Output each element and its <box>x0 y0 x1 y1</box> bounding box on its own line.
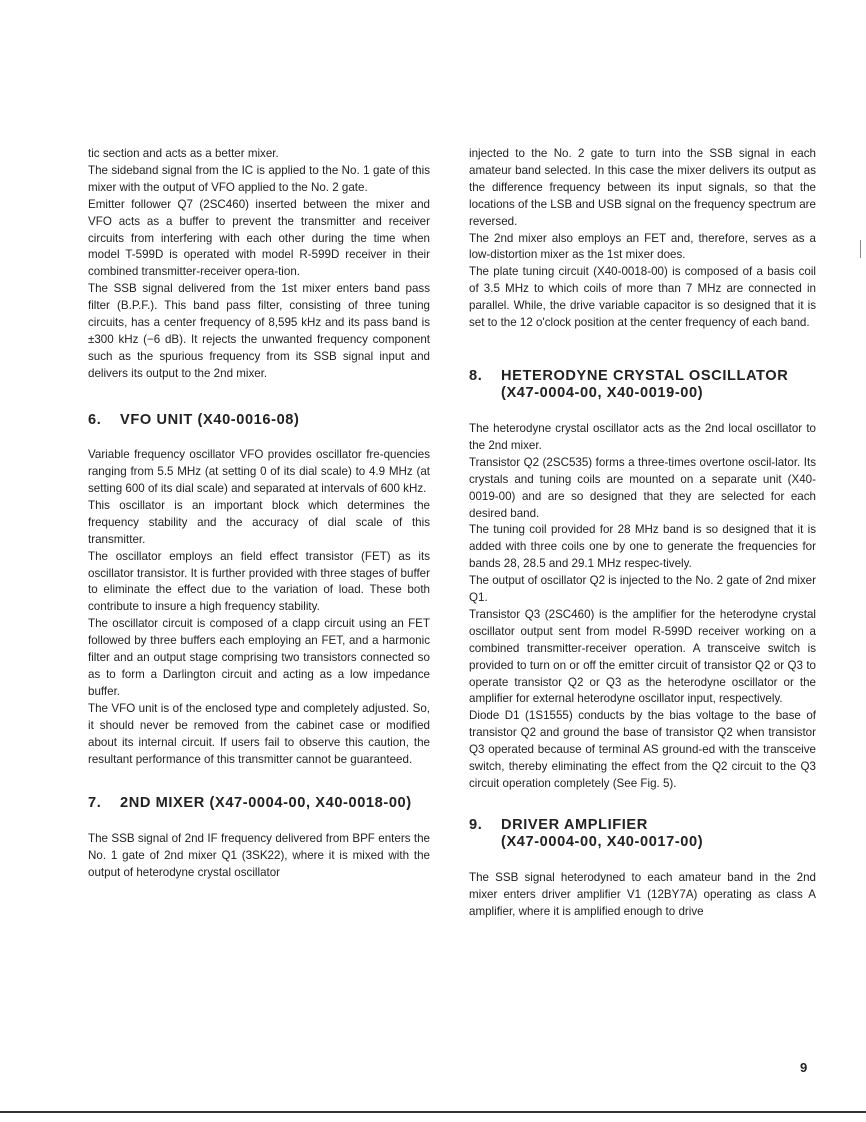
paragraph: The oscillator employs an field effect transistor (FET) as its oscillator transistor. It is further provided with three stages of buffer to eliminate the effect due to the variation of load. These both contribute to insure a high frequency stability. <box>88 549 430 614</box>
paragraph: The output of oscillator Q2 is injected to the No. 2 gate of 2nd mixer Q1. <box>469 574 816 605</box>
bottom-rule <box>0 1111 866 1113</box>
page-number: 9 <box>800 1060 808 1075</box>
paragraph: This oscillator is an important block which determines the frequency stability and the accuracy of dial scale of this transmitter. <box>88 498 430 546</box>
section-6-heading <box>88 412 430 430</box>
section-7-heading <box>88 795 430 813</box>
section-6-title: VFO UNIT (X40-0016-08) <box>120 411 300 428</box>
left-column <box>88 146 430 882</box>
section-9-title-line1: DRIVER AMPLIFIER <box>501 816 648 833</box>
section-6 <box>88 412 430 769</box>
section-9-heading <box>469 817 816 852</box>
edge-mark <box>860 240 861 258</box>
section-8-heading <box>469 368 816 403</box>
paragraph: The VFO unit is of the enclosed type and completely adjusted. So, it should never be removed from the cabinet case or modified about its internal circuit. If users fail to observe this caution, the resultant performance of this transmitter cannot be guaranteed. <box>88 701 430 766</box>
paragraph: tic section and acts as a better mixer. <box>88 147 279 160</box>
right-intro <box>469 146 816 332</box>
section-8-title-line2: (X47-0004-00, X40-0019-00) <box>501 385 704 402</box>
paragraph: Diode D1 (1S1555) conducts by the bias voltage to the base of transistor Q2 and ground the base of transistor Q2 when transistor Q3 operated because of terminal AS ground-ed with the transceive switch, thereby eliminating the effect from the Q2 circuit to the Q3 circuit operation completely (See Fig. 5). <box>469 709 816 790</box>
paragraph: Variable frequency oscillator VFO provides oscillator fre-quencies ranging from 5.5 MHz (at setting 0 of its dial scale) to 4.9 MHz (at setting 600 of its dial scale) and separated at intervals of 600 kHz. <box>88 448 430 495</box>
paragraph: Transistor Q3 (2SC460) is the amplifier for the heterodyne crystal oscillator output sent from model R-599D receiver working on a combined transmitter-receiver operation. A transceive switch is provided to turn on or off the emitter circuit of transistor Q2 or Q3 to operate transistor Q2 or Q3 as the heterodyne oscillator or the amplifier for external heterodyne oscillator input, respectively. <box>469 607 816 706</box>
paragraph: The SSB signal heterodyned to each amateur band in the 2nd mixer enters driver amplifier V1 (12BY7A) operating as class A amplifier, where it is amplified enough to drive <box>469 870 816 918</box>
paragraph: The SSB signal of 2nd IF frequency delivered from BPF enters the No. 1 gate of 2nd mixer Q1 (3SK22), where it is mixed with the output of heterodyne crystal oscillator <box>88 831 430 879</box>
section-8-number: 8. <box>469 367 483 384</box>
paragraph: The tuning coil provided for 28 MHz band is so designed that it is added with three coils one by one to generate the frequencies for bands 28, 28.5 and 29.1 MHz respec-tively. <box>469 523 816 571</box>
section-7-number: 7. <box>88 795 102 812</box>
paragraph: The heterodyne crystal oscillator acts as the 2nd local oscillator to the 2nd mixer. <box>469 421 816 452</box>
paragraph: Transistor Q2 (2SC535) forms a three-times overtone oscil-lator. Its crystals and tuning coils are mounted on a separate unit (X40-0019-00) and are so designed that they are selected for each desired band. <box>469 455 816 520</box>
section-7 <box>88 795 430 881</box>
paragraph: The sideband signal from the IC is applied to the No. 1 gate of this mixer with the output of VFO applied to the No. 2 gate. <box>88 163 430 194</box>
paragraph: The 2nd mixer also employs an FET and, therefore, serves as a low-distortion mixer as the 1st mixer does. <box>469 231 816 262</box>
paragraph: Emitter follower Q7 (2SC460) inserted between the mixer and VFO acts as a buffer to prevent the transmitter and receiver circuits from interfering with each other during the time when model T-599D is operated with model R-599D receiver in their combined transmitter-receiver opera-tion. <box>88 197 430 279</box>
section-8-title-line1: HETERODYNE CRYSTAL OSCILLATOR <box>501 367 789 384</box>
right-column <box>469 146 816 921</box>
paragraph: injected to the No. 2 gate to turn into the SSB signal in each amateur band selected. In this case the mixer delivers its output as the difference frequency between its input signals, so that the locations of the LSB and USB signal on the frequency spectrum are reversed. <box>469 147 816 228</box>
paragraph: The SSB signal delivered from the 1st mixer enters band pass filter (B.P.F.). This band pass filter, consisting of three tuning circuits, has a center frequency of 8,595 kHz and its pass band is ±300 kHz (−6 dB). It rejects the unwanted frequency component such as the spurious frequency from its SSB signal input and delivers its output to the 2nd mixer. <box>88 282 430 380</box>
section-9-number: 9. <box>469 816 483 833</box>
section-9 <box>469 817 816 921</box>
section-6-number: 6. <box>88 411 102 428</box>
section-9-title-line2: (X47-0004-00, X40-0017-00) <box>501 834 704 851</box>
paragraph: The oscillator circuit is composed of a clapp circuit using an FET followed by three buffers each employing an FET, and a harmonic filter and an output stage comprising two transistors connected so as to form a Darlington circuit and acting as a low impedance buffer. <box>88 617 430 698</box>
section-8 <box>469 368 816 793</box>
section-7-title: 2ND MIXER (X47-0004-00, X40-0018-00) <box>120 795 412 812</box>
paragraph: The plate tuning circuit (X40-0018-00) is composed of a basis coil of 3.5 MHz to which coils of more than 7 MHz are connected in parallel. While, the drive variable capacitor is so designed that it is set to the 12 o'clock position at the center frequency of each band. <box>469 265 816 330</box>
left-intro <box>88 146 430 383</box>
